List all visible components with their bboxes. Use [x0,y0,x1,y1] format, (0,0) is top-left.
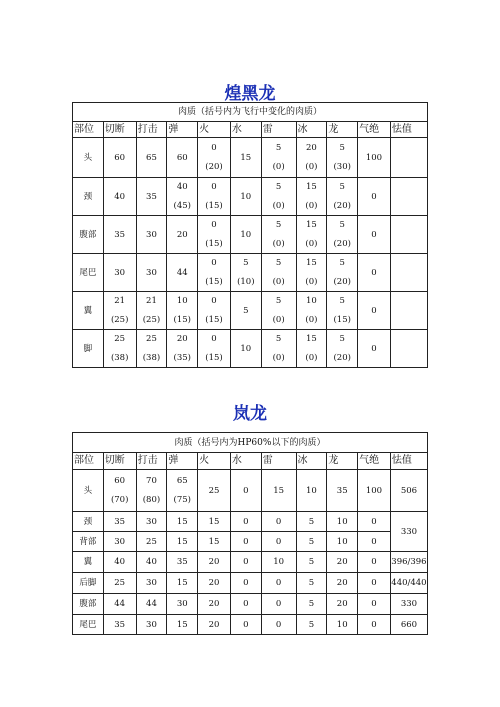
table-cell: 0 [358,573,391,594]
table-cell: 40 [103,178,136,216]
table-cell: 60 [103,138,136,178]
table-cell [327,292,358,330]
table-cell: 0 [358,615,391,635]
table-cell [327,254,358,292]
cell-sub-value: (15) [173,315,191,325]
table-cell: 660 [390,615,427,635]
cell-value: 20 [176,334,188,344]
table-cell: 10 [327,532,358,552]
column-header: 冰 [296,122,327,138]
table-cell [103,292,136,330]
table-cell [103,330,136,368]
table-cell: 35 [103,216,136,254]
table-cell: 40 [136,552,167,573]
table-row [73,292,428,330]
cell-sub-value: (0) [305,162,318,172]
table-cell [327,138,358,178]
table-cell [261,178,296,216]
table1-title: 煌黑龙 [224,84,276,104]
cell-sub-value: (70) [110,495,129,505]
cell-sub-value: (0) [305,239,318,249]
cell-value: 60 [114,476,126,486]
meat-quality-table-1 [72,102,428,368]
part-name: 翼 [73,292,104,330]
table-cell [167,292,198,330]
cell-value: 5 [275,334,282,344]
column-header: 切断 [103,453,136,470]
part-name: 尾巴 [73,254,104,292]
table-cell: 330 [390,512,427,552]
cell-value: 0 [211,182,217,192]
table-cell [198,330,231,368]
column-header: 冰 [296,453,327,470]
table-cell [296,216,327,254]
table-cell: 506 [390,470,427,512]
table-cell: 35 [167,552,198,573]
cell-value: 5 [275,182,282,192]
table-row [73,254,428,292]
cell-sub-value: (20) [333,353,351,363]
column-header: 部位 [73,453,104,470]
table-cell: 30 [136,615,167,635]
table-cell: 65 [136,138,167,178]
table-row [73,178,428,216]
caption-row [73,103,428,122]
caption-row [73,433,428,453]
table-cell: 35 [136,178,167,216]
table-cell [296,254,327,292]
cell-sub-value: (0) [305,353,318,363]
table-cell: 0 [230,512,261,532]
part-name: 头 [73,470,104,512]
table-cell [136,330,167,368]
table-cell: 20 [327,552,358,573]
cell-sub-value: (20) [333,201,351,211]
table-cell [296,292,327,330]
cell-sub-value: (15) [205,315,223,325]
meat-quality-table-2 [72,432,428,635]
cell-value: 5 [275,296,282,306]
table-cell: 0 [358,552,391,573]
table-cell [261,216,296,254]
table-cell: 0 [230,470,261,512]
cell-value: 5 [339,182,345,192]
part-name: 腹部 [73,216,104,254]
cell-value: 0 [211,296,217,306]
table-cell: 100 [358,138,391,178]
table-cell: 5 [296,615,327,635]
table-cell: 44 [103,594,136,615]
part-name: 颈 [73,178,104,216]
table-cell: 10 [230,178,261,216]
table-cell: 0 [230,532,261,552]
table-cell: 5 [296,573,327,594]
table-cell: 15 [230,138,261,178]
cell-value: 20 [306,143,317,153]
table-cell: 0 [358,292,391,330]
cell-sub-value: (0) [305,201,318,211]
cell-value: 15 [306,220,317,230]
column-header: 雷 [261,453,296,470]
cell-value: 0 [211,143,217,153]
table-cell: 0 [358,216,391,254]
column-header: 水 [230,453,261,470]
cell-value: 10 [306,296,317,306]
cell-sub-value: (25) [142,315,161,325]
table-cell: 5 [230,292,261,330]
table-cell: 15 [198,512,231,532]
cell-sub-value: (38) [110,353,129,363]
table-cell [198,138,231,178]
table-cell: 30 [136,512,167,532]
table-cell [390,292,427,330]
column-header: 火 [198,453,231,470]
table-cell: 30 [136,573,167,594]
table-cell [327,330,358,368]
table-cell [261,138,296,178]
table-cell [103,470,136,512]
table-cell: 0 [261,594,296,615]
table-cell: 44 [167,254,198,292]
cell-sub-value: (0) [272,239,285,249]
table-cell: 10 [296,470,327,512]
table-cell [296,178,327,216]
cell-value: 15 [306,258,317,268]
cell-sub-value: (0) [272,353,285,363]
column-header: 怯值 [390,122,427,138]
table-caption: 肉质（括号内为HP60%以下的肉质） [73,433,428,453]
cell-value: 5 [339,296,345,306]
part-name: 脚 [73,330,104,368]
column-header: 打击 [136,122,167,138]
table-cell: 25 [198,470,231,512]
table-cell [296,330,327,368]
table-cell: 20 [167,216,198,254]
table-row [73,615,428,635]
table-cell: 0 [358,178,391,216]
table-cell: 15 [167,532,198,552]
cell-sub-value: (75) [173,495,191,505]
cell-sub-value: (0) [272,315,285,325]
table-cell: 20 [327,594,358,615]
column-header: 龙 [327,122,358,138]
cell-sub-value: (20) [333,277,351,287]
column-header: 打击 [136,453,167,470]
cell-value: 21 [114,296,126,306]
cell-value: 15 [306,334,317,344]
table-cell: 440/440 [390,573,427,594]
table-cell: 40 [103,552,136,573]
table-row [73,138,428,178]
table-cell: 10 [230,216,261,254]
table-cell [390,138,427,178]
table-cell [390,178,427,216]
table-cell: 15 [261,470,296,512]
table-cell: 0 [230,552,261,573]
table-row [73,216,428,254]
table-cell: 30 [136,254,167,292]
cell-sub-value: (15) [333,315,351,325]
column-header: 弹 [167,122,198,138]
part-name: 翼 [73,552,104,573]
table-cell [167,330,198,368]
table-cell: 0 [358,330,391,368]
table-cell [327,216,358,254]
table-cell: 0 [358,512,391,532]
cell-value: 5 [275,258,282,268]
cell-value: 5 [243,258,249,268]
cell-sub-value: (10) [237,277,255,287]
column-header: 切断 [103,122,136,138]
header-row [73,122,428,138]
column-header: 怯值 [390,453,427,470]
table-cell: 15 [198,532,231,552]
table-cell [261,330,296,368]
table-cell [261,292,296,330]
cell-value: 21 [146,296,157,306]
table-cell: 10 [230,330,261,368]
table-caption: 肉质（括号内为飞行中变化的肉质） [73,103,428,122]
column-header: 气绝 [358,122,391,138]
cell-value: 25 [114,334,126,344]
table-cell: 100 [358,470,391,512]
table-row [73,552,428,573]
cell-sub-value: (20) [205,162,223,172]
table-cell: 20 [198,615,231,635]
column-header: 部位 [73,122,104,138]
cell-sub-value: (25) [110,315,129,325]
table-cell: 25 [103,573,136,594]
table-row [73,594,428,615]
table-cell: 0 [261,573,296,594]
cell-value: 25 [146,334,157,344]
table-cell: 20 [198,552,231,573]
part-name: 头 [73,138,104,178]
cell-value: 0 [211,258,217,268]
cell-value: 0 [211,334,217,344]
table-row [73,470,428,512]
table-cell [261,254,296,292]
table-cell [167,470,198,512]
cell-sub-value: (0) [272,162,285,172]
cell-value: 5 [339,143,345,153]
column-header: 龙 [327,453,358,470]
cell-sub-value: (30) [333,162,351,172]
cell-value: 65 [176,476,188,486]
table-row [73,512,428,532]
column-header: 雷 [261,122,296,138]
cell-value: 5 [339,334,345,344]
column-header: 火 [198,122,231,138]
table-cell [390,254,427,292]
column-header: 气绝 [358,453,391,470]
table-cell [230,254,261,292]
table-cell: 0 [261,615,296,635]
table-cell: 15 [167,615,198,635]
table-cell: 35 [103,615,136,635]
table-cell: 0 [230,594,261,615]
table-cell: 5 [296,512,327,532]
cell-sub-value: (15) [205,239,223,249]
table-row [73,573,428,594]
cell-sub-value: (0) [272,277,285,287]
table-cell: 5 [296,594,327,615]
cell-sub-value: (0) [272,201,285,211]
column-header: 水 [230,122,261,138]
cell-sub-value: (0) [305,277,318,287]
table-cell [390,216,427,254]
cell-sub-value: (20) [333,239,351,249]
table-cell: 10 [327,512,358,532]
table-cell: 20 [198,573,231,594]
table-cell: 0 [230,573,261,594]
cell-sub-value: (80) [142,495,161,505]
table-cell [136,292,167,330]
part-name: 背部 [73,532,104,552]
cell-value: 5 [275,143,282,153]
table-row [73,330,428,368]
cell-value: 5 [339,220,345,230]
table-cell: 30 [103,254,136,292]
table-cell [136,470,167,512]
table-cell: 0 [358,594,391,615]
table-cell: 30 [167,594,198,615]
table-cell: 396/396 [390,552,427,573]
cell-sub-value: (15) [205,201,223,211]
table-cell: 20 [198,594,231,615]
part-name: 颈 [73,512,104,532]
table-cell: 30 [136,216,167,254]
cell-value: 0 [211,220,217,230]
table-cell: 0 [230,615,261,635]
table-cell [167,178,198,216]
part-name: 后脚 [73,573,104,594]
table-cell: 0 [261,532,296,552]
part-name: 尾巴 [73,615,104,635]
cell-value: 5 [275,220,282,230]
part-name: 腹部 [73,594,104,615]
table-cell [296,138,327,178]
cell-value: 70 [146,476,157,486]
cell-value: 10 [176,296,188,306]
table-cell: 44 [136,594,167,615]
table-cell: 35 [327,470,358,512]
table-cell [327,178,358,216]
table-cell: 30 [103,532,136,552]
table-cell [198,178,231,216]
table-cell: 10 [261,552,296,573]
table-cell [198,292,231,330]
table2-title: 岚龙 [233,404,267,424]
cell-sub-value: (38) [142,353,161,363]
table-cell [390,330,427,368]
table-cell: 10 [327,615,358,635]
cell-sub-value: (15) [205,353,223,363]
table-cell: 15 [167,573,198,594]
column-header: 弹 [167,453,198,470]
table-cell: 15 [167,512,198,532]
table-cell [198,216,231,254]
table-cell: 5 [296,552,327,573]
cell-value: 5 [339,258,345,268]
header-row [73,453,428,470]
cell-sub-value: (15) [205,277,223,287]
table-cell: 0 [358,254,391,292]
table-cell: 35 [103,512,136,532]
table-row [73,532,428,552]
table-cell: 5 [296,532,327,552]
table-cell: 25 [136,532,167,552]
cell-sub-value: (0) [305,315,318,325]
cell-value: 15 [306,182,317,192]
table-cell: 330 [390,594,427,615]
cell-sub-value: (35) [173,353,191,363]
cell-sub-value: (45) [173,201,191,211]
table-cell: 0 [358,532,391,552]
table-cell: 0 [261,512,296,532]
cell-value: 40 [176,182,188,192]
table-cell: 20 [327,573,358,594]
table-cell: 60 [167,138,198,178]
table-cell [198,254,231,292]
